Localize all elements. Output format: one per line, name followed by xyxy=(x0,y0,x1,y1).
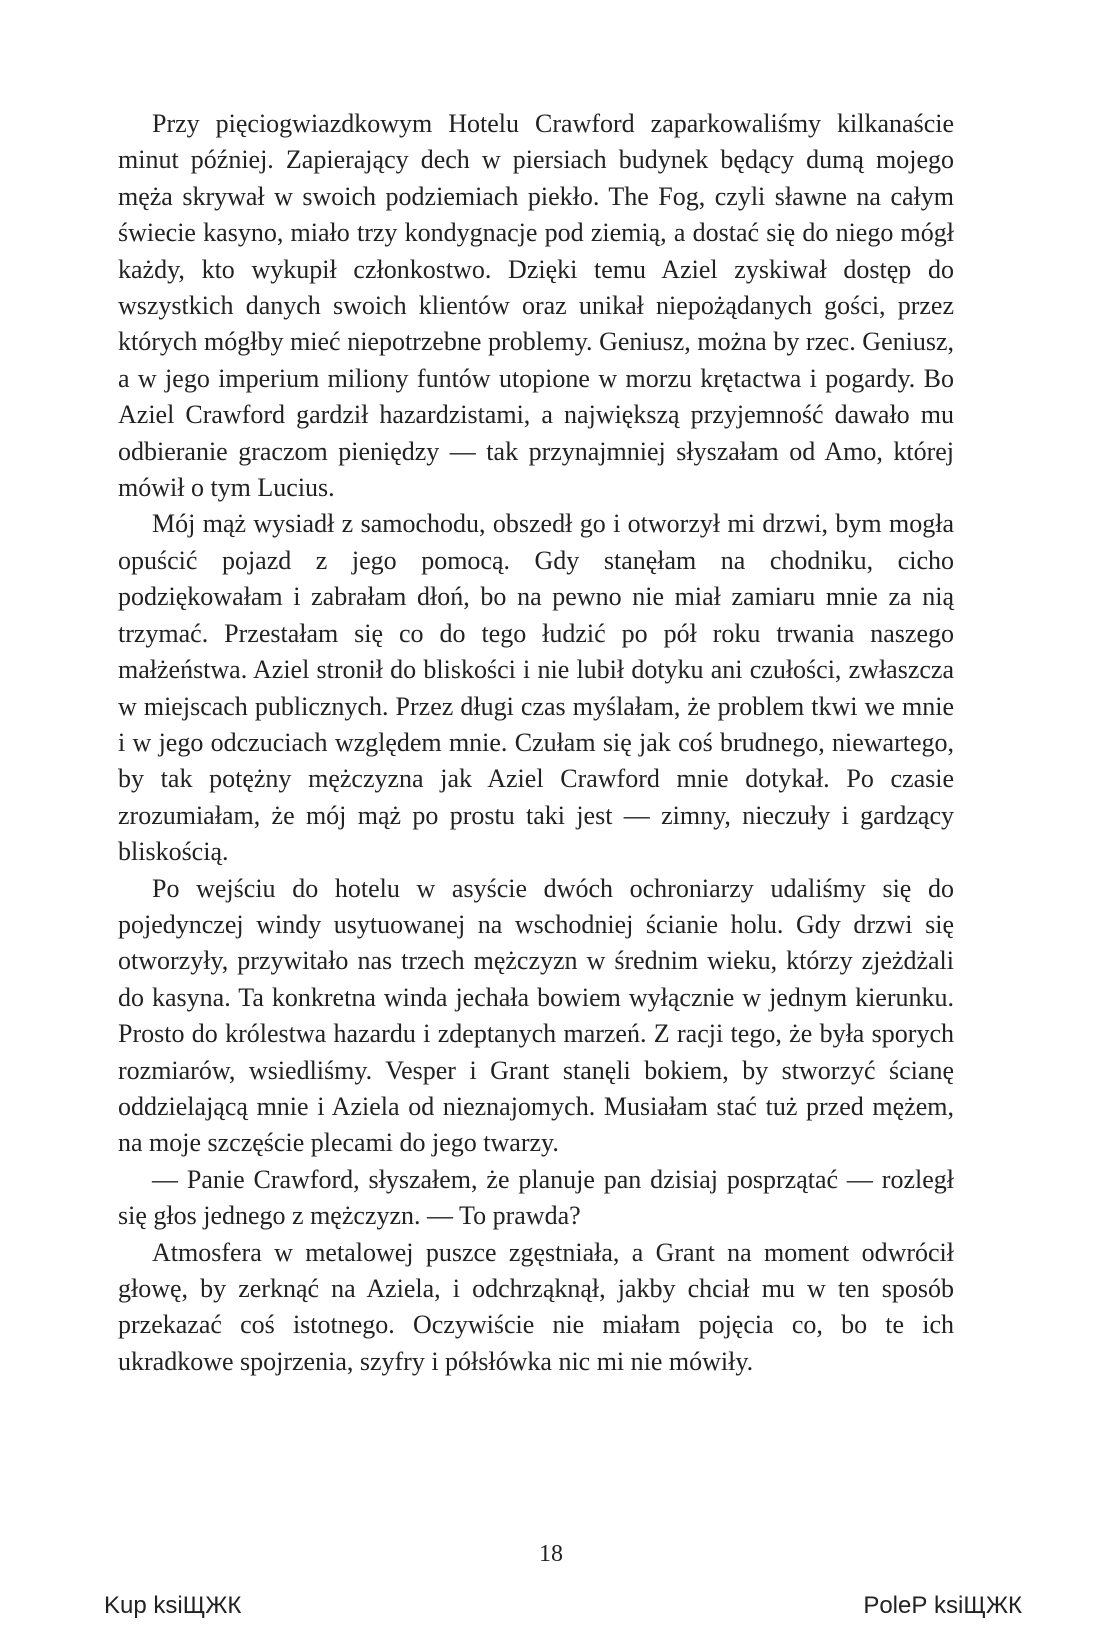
paragraph-5: Atmosfera w metalowej puszce zgęstniała, a Grant na moment odwrócił głowę, by zerknąć na Aziela, i odchrząknął, jakby chciał mu w ten sposób przekazać coś istotnego. Oczywiście nie miałam pojęcia co, bo te ich ukradkowe spojrzenia, szyfry i półsłówka nic mi nie mówiły. xyxy=(118,1237,954,1376)
paragraph-3: Po wejściu do hotelu w asyście dwóch ochroniarzy udaliśmy się do pojedynczej windy usytuowanej na wschodniej ścianie holu. Gdy drzwi się otworzyły, przywitało nas trzech mężczyzn w średnim wieku, którzy zjeżdżali do kasyna. Ta konkretna winda jechała bowiem wyłącznie w jednym kierunku. Prosto do królestwa hazardu i zdeptanych marzeń. Z racji tego, że była sporych rozmiarów, wsiedliśmy. Vesper i Grant stanęli bokiem, by stworzyć ścianę oddzielającą mnie i Aziela od nieznajomych. Musiałam stać tuż przed mężem, na moje szczęście plecami do jego twarzy. xyxy=(118,873,954,1158)
body-text xyxy=(118,106,954,1380)
paragraph-2: Mój mąż wysiadł z samochodu, obszedł go i otworzył mi drzwi, bym mogła opuścić pojazd z jego pomocą. Gdy stanęłam na chodniku, cicho podziękowałam i zabrałam dłoń, bo na pewno nie miał zamiaru mnie za nią trzymać. Przestałam się co do tego łudzić po pół roku trwania naszego małżeństwa. Aziel stronił do bliskości i nie lubił dotyku ani czułości, zwłaszcza w miejscach publicznych. Przez długi czas myślałam, że problem tkwi we mnie i w jego odczuciach względem mnie. Czułam się jak coś brudnego, niewartego, by tak potężny mężczyzna jak Aziel Crawford mnie dotykał. Po czasie zrozumiałam, że mój mąż po prostu taki jest — zimny, nieczuły i gardzący bliskością. xyxy=(118,509,954,867)
page-number: 18 xyxy=(539,1541,563,1567)
paragraph-4-dialogue: — Panie Crawford, słyszałem, że planuje pan dzisiaj posprzątać — rozległ się głos jednego z mężczyzn. — To prawda? xyxy=(118,1164,954,1231)
footer-recommend-book-link[interactable]: PoleР ksiЩЖК xyxy=(863,1592,1022,1619)
paragraph-1: Przy pięciogwiazdkowym Hotelu Crawford zaparkowaliśmy kilkanaście minut później. Zapierający dech w piersiach budynek będący dumą mojego męża skrywał w swoich podziemiach piekło. The Fog, czyli sławne na całym świecie kasyno, miało trzy kondygnacje pod ziemią, a dostać się do niego mógł każdy, kto wykupił członkostwo. Dzięki temu Aziel zyskiwał dostęp do wszystkich danych swoich klientów oraz unikał niepożądanych gości, przez których mógłby mieć niepotrzebne problemy. Geniusz, można by rzec. Geniusz, a w jego imperium miliony funtów utopione w morzu krętactwa i pogardy. Bo Aziel Crawford gardził hazardzistami, a największą przyjemność dawało mu odbieranie graczom pieniędzy — tak przynajmniej słyszałam od Amo, której mówił o tym Lucius. xyxy=(118,109,954,503)
footer-buy-book-link[interactable]: Kup ksiЩЖК xyxy=(104,1592,242,1619)
